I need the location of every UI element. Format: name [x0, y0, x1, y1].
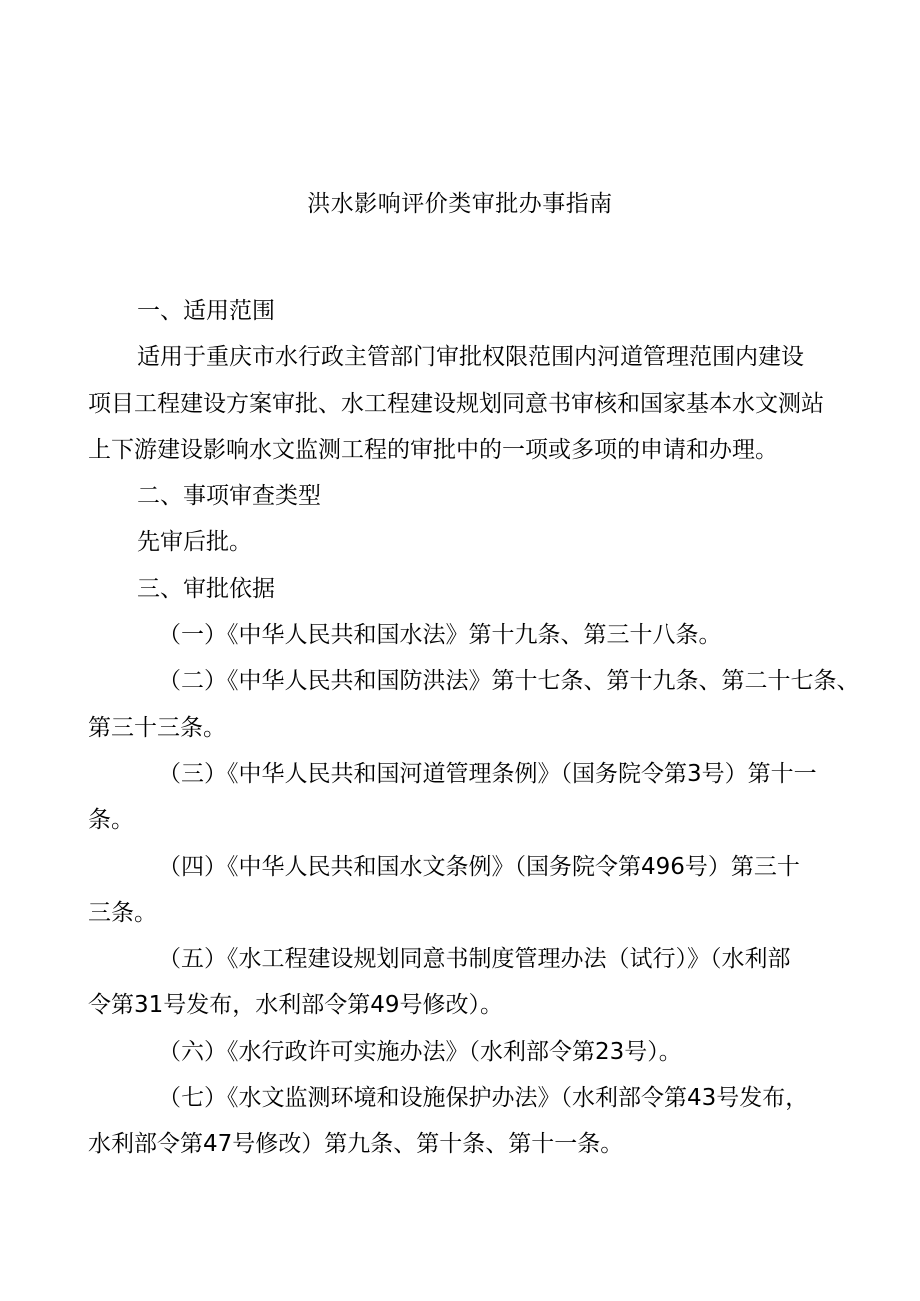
- basis-item: （五）《水工程建设规划同意书制度管理办法（试行）》（水利部: [158, 946, 791, 973]
- basis-item-continuation: 水利部令第47号修改）第九条、第十条、第十一条。: [88, 1131, 624, 1158]
- section-heading-scope: 一、适用范围: [137, 298, 275, 324]
- paragraph-line: 适用于重庆市水行政主管部门审批权限范围内河道管理范围内建设: [137, 344, 804, 371]
- document-title: 洪水影响评价类审批办事指南: [307, 191, 613, 217]
- basis-item-continuation: 条。: [88, 807, 134, 834]
- paragraph-line: 项目工程建设方案审批、水工程建设规划同意书审核和国家基本水文测站: [88, 390, 824, 417]
- paragraph-line: 先审后批。: [137, 529, 252, 556]
- basis-item: （六）《水行政许可实施办法》（水利部令第23号）。: [158, 1038, 682, 1065]
- document-body: [88, 288, 860, 1168]
- section-heading-review-type: 二、事项审查类型: [137, 483, 321, 510]
- basis-item-continuation: 令第31号发布，水利部令第49号修改）。: [88, 992, 504, 1019]
- paragraph-line: 上下游建设影响水文监测工程的审批中的一项或多项的申请和办理。: [88, 436, 778, 463]
- basis-item: （二）《中华人民共和国防洪法》第十七条、第十九条、第二十七条、: [158, 668, 860, 695]
- basis-item-continuation: 三条。: [88, 899, 157, 926]
- basis-item: （七）《水文监测环境和设施保护办法》（水利部令第43号发布，: [158, 1085, 809, 1112]
- section-heading-basis: 三、审批依据: [137, 575, 275, 602]
- basis-item-continuation: 第三十三条。: [88, 714, 226, 741]
- basis-item: （四）《中华人民共和国水文条例》（国务院令第496号）第三十: [158, 853, 800, 880]
- basis-item: （一）《中华人民共和国水法》第十九条、第三十八条。: [158, 622, 722, 649]
- basis-item: （三）《中华人民共和国河道管理条例》（国务院令第3号）第十一: [158, 760, 817, 787]
